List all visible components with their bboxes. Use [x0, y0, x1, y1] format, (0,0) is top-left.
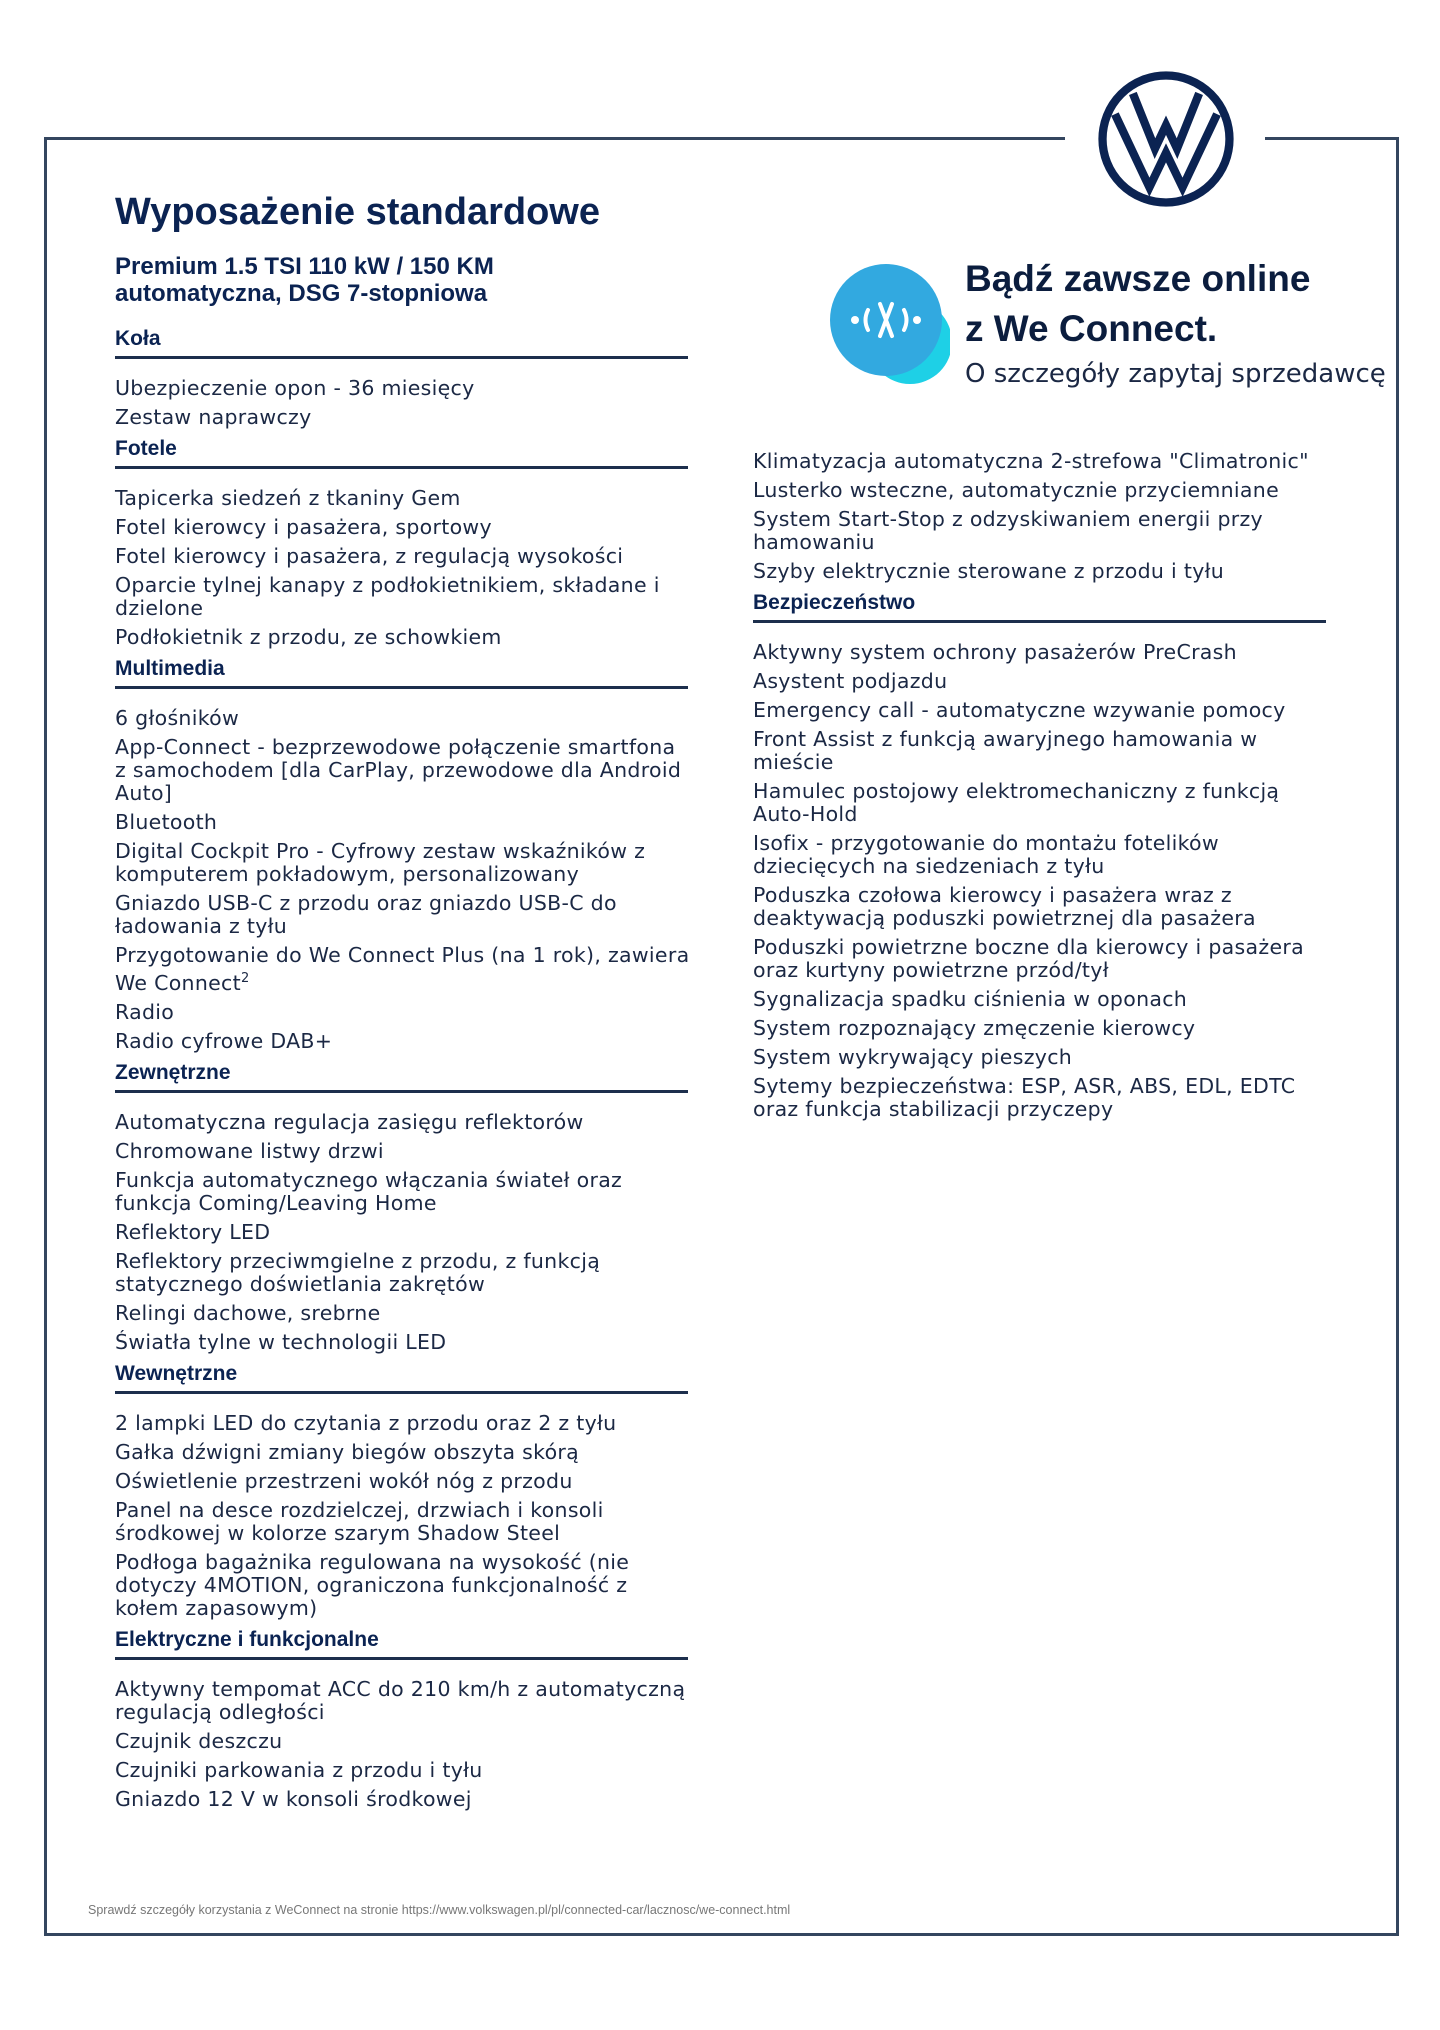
section: [115, 1360, 690, 1620]
list-item-text: Sytemy bezpieczeństwa: ESP, ASR, ABS, EDL, EDTC oraz funkcja stabilizacji przyczepy: [753, 1074, 1296, 1121]
promo-headline: Bądź zawsze online: [965, 258, 1311, 299]
list-item-text: Czujnik deszczu: [115, 1728, 283, 1753]
list-item: [115, 406, 690, 429]
list-item-text: System Start-Stop z odzyskiwaniem energii przy hamowaniu: [753, 507, 1263, 554]
list-item-text: Czujniki parkowania z przodu i tyłu: [115, 1757, 483, 1782]
right-sections: [753, 589, 1328, 1121]
list-item: [115, 1551, 690, 1620]
list-item-text: Panel na desce rozdzielczej, drzwiach i konsoli środkowej w kolorze szarym Shadow Steel: [115, 1497, 604, 1545]
section-items: [115, 377, 690, 429]
list-item-text: Emergency call - automatyczne wzywanie pomocy: [753, 698, 1286, 722]
section-heading: Koła: [115, 325, 688, 359]
list-item-text: Lusterko wsteczne, automatycznie przyciemniane: [753, 478, 1279, 502]
list-item: [115, 1250, 690, 1296]
section-items: [115, 707, 690, 1053]
list-item-text: Front Assist z funkcją awaryjnego hamowania w mieście: [753, 727, 1258, 774]
list-item: [115, 1470, 690, 1493]
section: [753, 589, 1328, 1121]
list-item: [753, 780, 1328, 826]
list-item-text: Oświetlenie przestrzeni wokół nóg z przodu: [115, 1468, 573, 1493]
section-items: [753, 641, 1328, 1121]
transmission-line: automatyczna, DSG 7-stopniowa: [115, 280, 488, 307]
list-item: [753, 1046, 1328, 1069]
list-item-text: Relingi dachowe, srebrne: [115, 1300, 381, 1325]
section: [115, 435, 690, 649]
left-column: [115, 187, 690, 1817]
list-item: [115, 516, 690, 539]
list-item: [753, 479, 1328, 502]
list-item: [115, 545, 690, 568]
list-item: [115, 944, 690, 995]
list-item: [753, 884, 1328, 930]
list-item: [115, 1030, 690, 1053]
list-item: [753, 508, 1328, 554]
list-item-text: Bluetooth: [115, 810, 218, 834]
section-items: [115, 1678, 690, 1811]
list-item: [115, 626, 690, 649]
left-sections: [115, 325, 690, 1811]
list-item: [115, 1441, 690, 1464]
list-item-text: Asystent podjazdu: [753, 669, 948, 693]
list-item-text: Szyby elektrycznie sterowane z przodu i tyłu: [753, 559, 1225, 583]
list-item: [115, 892, 690, 938]
footnote: Sprawdź szczegóły korzystania z WeConnect na stronie https://www.volkswagen.pl/pl/connected-car/lacznosc/we-connect.html: [88, 1903, 791, 1917]
list-item: [115, 1759, 690, 1782]
list-item-text: Digital Cockpit Pro - Cyfrowy zestaw wskaźników z komputerem pokładowym, personalizowany: [115, 839, 646, 886]
model-subtitle: [115, 253, 690, 307]
list-item-text: System wykrywający pieszych: [753, 1045, 1073, 1069]
list-item-text: 6 głośników: [115, 706, 240, 730]
list-item-text: Podłokietnik z przodu, ze schowkiem: [115, 625, 502, 649]
list-item-text: Oparcie tylnej kanapy z podłokietnikiem, składane i dzielone: [115, 573, 660, 620]
we-connect-promo: [965, 254, 1386, 392]
section-heading: Zewnętrzne: [115, 1059, 688, 1093]
list-item-text: Gniazdo USB-C z przodu oraz gniazdo USB-C do ładowania z tyłu: [115, 891, 617, 938]
section-heading: Bezpieczeństwo: [753, 589, 1326, 623]
list-item-text: Reflektory LED: [115, 1219, 271, 1244]
list-item: [115, 1140, 690, 1163]
list-item: [115, 840, 690, 886]
section-heading: Elektryczne i funkcjonalne: [115, 1626, 688, 1660]
section: [115, 1626, 690, 1811]
list-item-text: Gałka dźwigni zmiany biegów obszyta skórą: [115, 1439, 580, 1464]
list-item: [753, 936, 1328, 982]
section-items: [115, 1111, 690, 1354]
list-item: [753, 988, 1328, 1011]
list-item-text: Poduszka czołowa kierowcy i pasażera wraz z deaktywacją poduszki powietrznej dla pasażera: [753, 883, 1256, 930]
we-connect-icon: [830, 264, 950, 394]
list-item-text: Światła tylne w technologii LED: [115, 1329, 447, 1354]
list-item: [115, 811, 690, 834]
list-item-text: Podłoga bagażnika regulowana na wysokość (nie dotyczy 4MOTION, ograniczona funkcjonalność z kołem zapasowym): [115, 1549, 630, 1620]
model-line: Premium 1.5 TSI 110 kW / 150 KM: [115, 253, 494, 280]
list-item-text: Sygnalizacja spadku ciśnienia w oponach: [753, 987, 1188, 1011]
section-heading: Multimedia: [115, 655, 688, 689]
list-item-text: Aktywny system ochrony pasażerów PreCrash: [753, 640, 1237, 664]
list-item-text: 2 lampki LED do czytania z przodu oraz 2 z tyłu: [115, 1410, 617, 1435]
promo-headline-2: z We Connect.: [965, 308, 1218, 349]
continued-items: [753, 450, 1328, 583]
list-item: [753, 1017, 1328, 1040]
list-item-text: Przygotowanie do We Connect Plus (na 1 rok), zawiera We Connect: [115, 943, 690, 995]
list-item-text: Fotel kierowcy i pasażera, sportowy: [115, 515, 492, 539]
section: [115, 1059, 690, 1354]
list-item: [753, 670, 1328, 693]
list-item-text: App-Connect - bezprzewodowe połączenie smartfona z samochodem [dla CarPlay, przewodowe dla Android Auto]: [115, 735, 682, 805]
list-item: [115, 1412, 690, 1435]
list-item-text: Radio cyfrowe DAB+: [115, 1028, 333, 1053]
list-item-text: Fotel kierowcy i pasażera, z regulacją wysokości: [115, 544, 624, 568]
list-item-text: Radio: [115, 999, 175, 1024]
list-item-text: Isofix - przygotowanie do montażu fotelików dziecięcych na siedzeniach z tyłu: [753, 831, 1219, 878]
section-items: [115, 1412, 690, 1620]
list-item-text: Hamulec postojowy elektromechaniczny z funkcją Auto-Hold: [753, 779, 1280, 826]
list-item-text: Ubezpieczenie opon - 36 miesięcy: [115, 376, 475, 400]
right-column: [753, 450, 1328, 1127]
list-item: [115, 487, 690, 510]
list-item: [115, 1221, 690, 1244]
list-item: [115, 1678, 690, 1724]
list-item-text: Tapicerka siedzeń z tkaniny Gem: [115, 486, 461, 510]
list-item-text: Funkcja automatycznego włączania świateł oraz funkcja Coming/Leaving Home: [115, 1167, 623, 1215]
section: [115, 655, 690, 1053]
list-item: [115, 1730, 690, 1753]
section: [115, 325, 690, 429]
footnote-marker: 2: [240, 971, 250, 986]
list-item: [753, 832, 1328, 878]
section-heading: Wewnętrzne: [115, 1360, 688, 1394]
list-item: [115, 736, 690, 805]
list-item: [115, 377, 690, 400]
list-item: [753, 450, 1328, 473]
list-item: [115, 1331, 690, 1354]
list-item-text: Chromowane listwy drzwi: [115, 1138, 384, 1163]
vw-logo-icon: [1097, 70, 1235, 208]
list-item: [753, 560, 1328, 583]
list-item-text: Automatyczna regulacja zasięgu reflektorów: [115, 1109, 584, 1134]
list-item-text: Zestaw naprawczy: [115, 405, 312, 429]
list-item: [115, 1001, 690, 1024]
list-item: [753, 728, 1328, 774]
list-item-text: Poduszki powietrzne boczne dla kierowcy i pasażera oraz kurtyny powietrzne przód/tył: [753, 935, 1304, 982]
list-item-text: System rozpoznający zmęczenie kierowcy: [753, 1016, 1196, 1040]
list-item-text: Gniazdo 12 V w konsoli środkowej: [115, 1786, 472, 1811]
list-item: [115, 1111, 690, 1134]
promo-subtext: O szczegóły zapytaj sprzedawcę: [965, 359, 1386, 389]
list-item: [115, 1302, 690, 1325]
list-item: [753, 1075, 1328, 1121]
list-item: [115, 1169, 690, 1215]
list-item: [115, 1499, 690, 1545]
section-items: [115, 487, 690, 649]
list-item: [115, 574, 690, 620]
list-item: [753, 641, 1328, 664]
list-item-text: Reflektory przeciwmgielne z przodu, z funkcją statycznego doświetlania zakrętów: [115, 1248, 601, 1296]
list-item-text: Aktywny tempomat ACC do 210 km/h z automatyczną regulacją odległości: [115, 1676, 686, 1724]
list-item: [115, 1788, 690, 1811]
list-item: [753, 699, 1328, 722]
list-item-text: Klimatyzacja automatyczna 2-strefowa "Climatronic": [753, 449, 1309, 473]
section-heading: Fotele: [115, 435, 688, 469]
page-title: Wyposażenie standardowe: [115, 191, 600, 233]
list-item: [115, 707, 690, 730]
